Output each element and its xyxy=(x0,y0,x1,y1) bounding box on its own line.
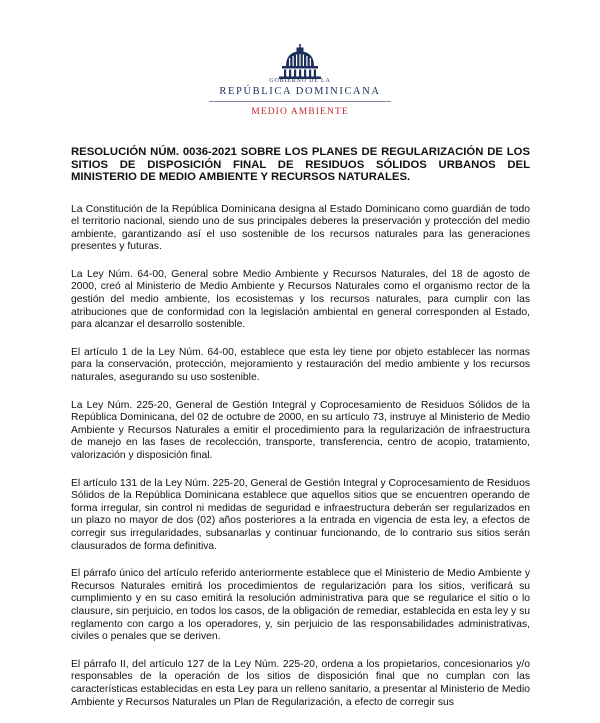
paragraph-ley-225-20: La Ley Núm. 225-20, General de Gestión Integral y Coprocesamiento de Residuos Sólidos de la República Dominicana, del 02 de octubre de 2000, en su artículo 73, instruye al Ministerio de Medio Ambiente y Recursos Naturales a emitir el procedimiento para la regularización de infraestructura de manejo en las fases de recolección, transporte, transferencia, centro de acopio, tratamiento, valorización y disposición final. xyxy=(71,399,530,461)
paragraph-articulo-1: El artículo 1 de la Ley Núm. 64-00, establece que esta ley tiene por objeto establecer las normas para la conservación, protección, mejoramiento y restauración del medio ambiente y los recursos naturales, asegurando su uso sostenible. xyxy=(71,346,530,384)
government-label: GOBIERNO DE LA xyxy=(269,78,331,84)
letterhead xyxy=(0,0,600,130)
ministry-name: MEDIO AMBIENTE xyxy=(251,107,349,117)
document-body xyxy=(71,146,530,723)
paragraph-articulo-131: El artículo 131 de la Ley Núm. 225-20, General de Gestión Integral y Coprocesamiento de Residuos Sólidos de la República Dominicana establece que aquellos sitios que se encuentren operando de forma irregular, sin control ni medidas de seguridad e infraestructura deberán ser regularizados en un plazo no mayor de dos (02) años posteriores a la entrada en vigencia de esta ley, a efectos de corregir sus irregularidades, subsanarlas y continuar funcionando, de lo contrario sus sitios serán clausurados de forma definitiva. xyxy=(71,477,530,552)
country-name: REPÚBLICA DOMINICANA xyxy=(219,86,381,97)
paragraph-parrafo-ii: El párrafo II, del artículo 127 de la Ley Núm. 225-20, ordena a los propietarios, concesionarios y/o responsables de la operación de los sitios de disposición final que no cumplan con las características establecidas en esta Ley para un relleno sanitario, a presentar al Ministerio de Medio Ambiente y Recursos Naturales un Plan de Regularización, a efecto de corregir sus xyxy=(71,658,530,708)
header-divider xyxy=(209,101,391,102)
paragraph-constitution: La Constitución de la República Dominicana designa al Estado Dominicano como guardián de todo el territorio nacional, siendo uno de sus principales deberes la preservación y protección del medio ambiente, garantizando así el uso sostenible de los recursos naturales para las generaciones presentes y futuras. xyxy=(71,203,530,253)
resolution-title: RESOLUCIÓN NÚM. 0036-2021 SOBRE LOS PLANES DE REGULARIZACIÓN DE LOS SITIOS DE DISPOSICIÓN FINAL DE RESIDUOS SÓLIDOS URBANOS DEL MINISTERIO DE MEDIO AMBIENTE Y RECURSOS NATURALES. xyxy=(71,146,530,183)
paragraph-parrafo-unico: El párrafo único del artículo referido anteriormente establece que el Ministerio de Medio Ambiente y Recursos Naturales emitirá los procedimientos de regularización para los sitios, verificará su cumplimiento y en su caso emitirá la resolución administrativa para que se regularice el sitio o lo clausure, sin perjuicio, en todos los casos, de la obligación de remediar, establecida en esta ley y su reglamento con cargo a los operadores, y, sin perjuicio de las responsabilidades administrativas, civiles o penales que se deriven. xyxy=(71,568,530,643)
paragraph-ley-64-00: La Ley Núm. 64-00, General sobre Medio Ambiente y Recursos Naturales, del 18 de agosto de 2000, creó al Ministerio de Medio Ambiente y Recursos Naturales como el organismo rector de la gestión del medio ambiente, los ecosistemas y los recursos naturales, para cumplir con las atribuciones que de conformidad con la legislación ambiental en general corresponden al Estado, para alcanzar el desarrollo sostenible. xyxy=(71,268,530,331)
